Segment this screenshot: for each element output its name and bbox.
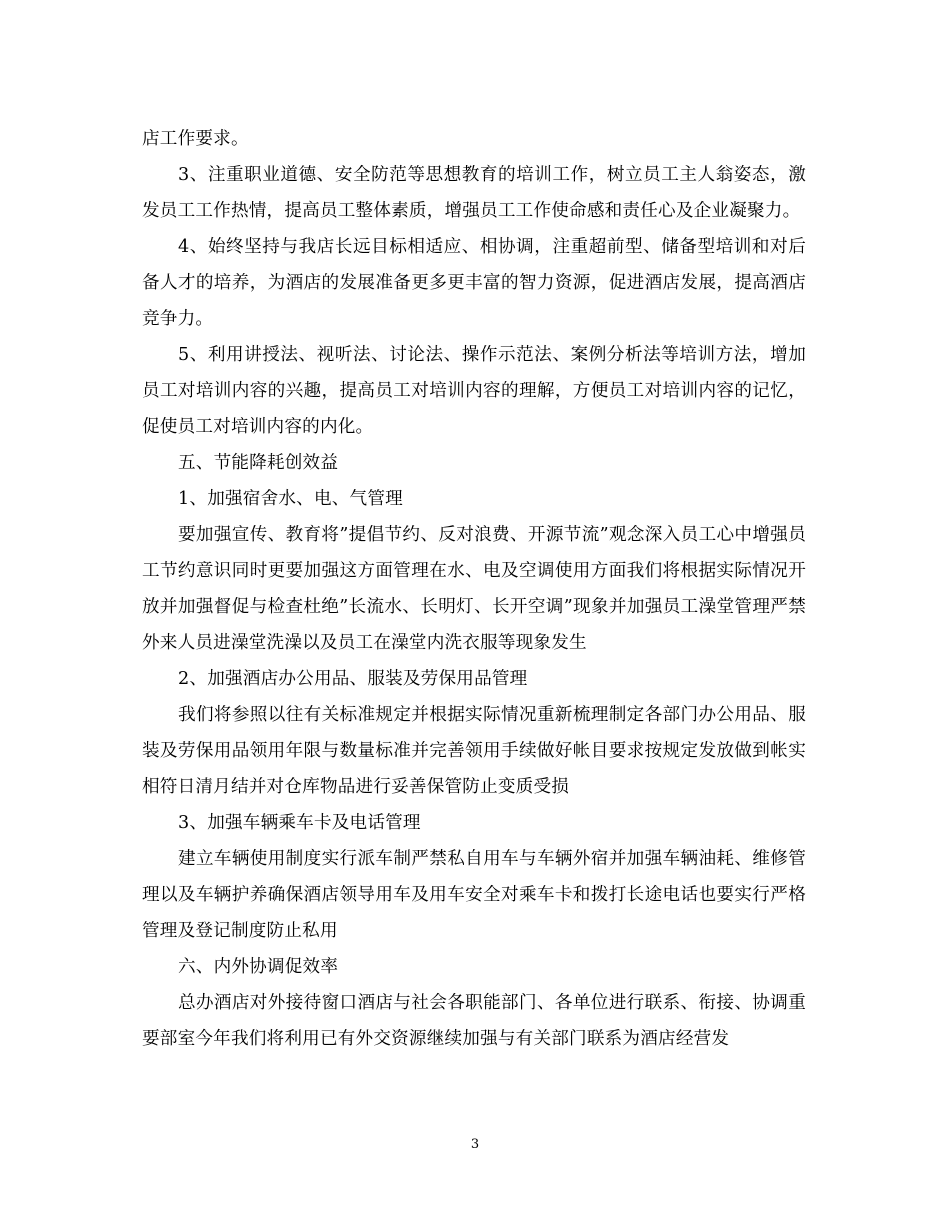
paragraph: 3、注重职业道德、安全防范等思想教育的培训工作，树立员工主人翁姿态，激发员工工作热情，提高员工整体素质，增强员工工作使命感和责任心及企业凝聚力。 — [142, 165, 806, 221]
paragraph: 总办酒店对外接待窗口酒店与社会各职能部门、各单位进行联系、衔接、协调重要部室今年我们将利用已有外交资源继续加强与有关部门联系为酒店经营发 — [142, 993, 806, 1049]
page-number: 3 — [470, 1137, 480, 1152]
paragraph: 要加强宣传、教育将”提倡节约、反对浪费、开源节流”观念深入员工心中增强员工节约意识同时更要加强这方面管理在水、电及空调使用方面我们将根据实际情况开放并加强督促与检查杜绝”长流水、长明灯、长开空调”现象并加强员工澡堂管理严禁外来人员进澡堂洗澡以及员工在澡堂内洗衣服等现象发生 — [142, 525, 806, 653]
paragraph: 店工作要求。 — [142, 129, 249, 149]
section-heading: 五、节能降耗创效益 — [178, 453, 339, 473]
paragraph: 建立车辆使用制度实行派车制严禁私自用车与车辆外宿并加强车辆油耗、维修管理以及车辆护养确保酒店领导用车及用车安全对乘车卡和拨打长途电话也要实行严格管理及登记制度防止私用 — [142, 849, 806, 941]
subsection-heading: 2、加强酒店办公用品、服装及劳保用品管理 — [178, 669, 528, 689]
section-heading: 六、内外协调促效率 — [178, 957, 339, 977]
paragraph: 我们将参照以往有关标准规定并根据实际情况重新梳理制定各部门办公用品、服装及劳保用品领用年限与数量标准并完善领用手续做好帐目要求按规定发放做到帐实相符日清月结并对仓库物品进行妥善保管防止变质受损 — [142, 705, 806, 797]
subsection-heading: 3、加强车辆乘车卡及电话管理 — [178, 813, 421, 833]
document-body — [142, 121, 806, 1057]
paragraph: 4、始终坚持与我店长远目标相适应、相协调，注重超前型、储备型培训和对后备人才的培养，为酒店的发展准备更多更丰富的智力资源，促进酒店发展，提高酒店竞争力。 — [142, 237, 806, 329]
paragraph: 5、利用讲授法、视听法、讨论法、操作示范法、案例分析法等培训方法，增加员工对培训内容的兴趣，提高员工对培训内容的理解，方便员工对培训内容的记忆，促使员工对培训内容的内化。 — [142, 345, 806, 437]
subsection-heading: 1、加强宿舍水、电、气管理 — [178, 489, 403, 509]
